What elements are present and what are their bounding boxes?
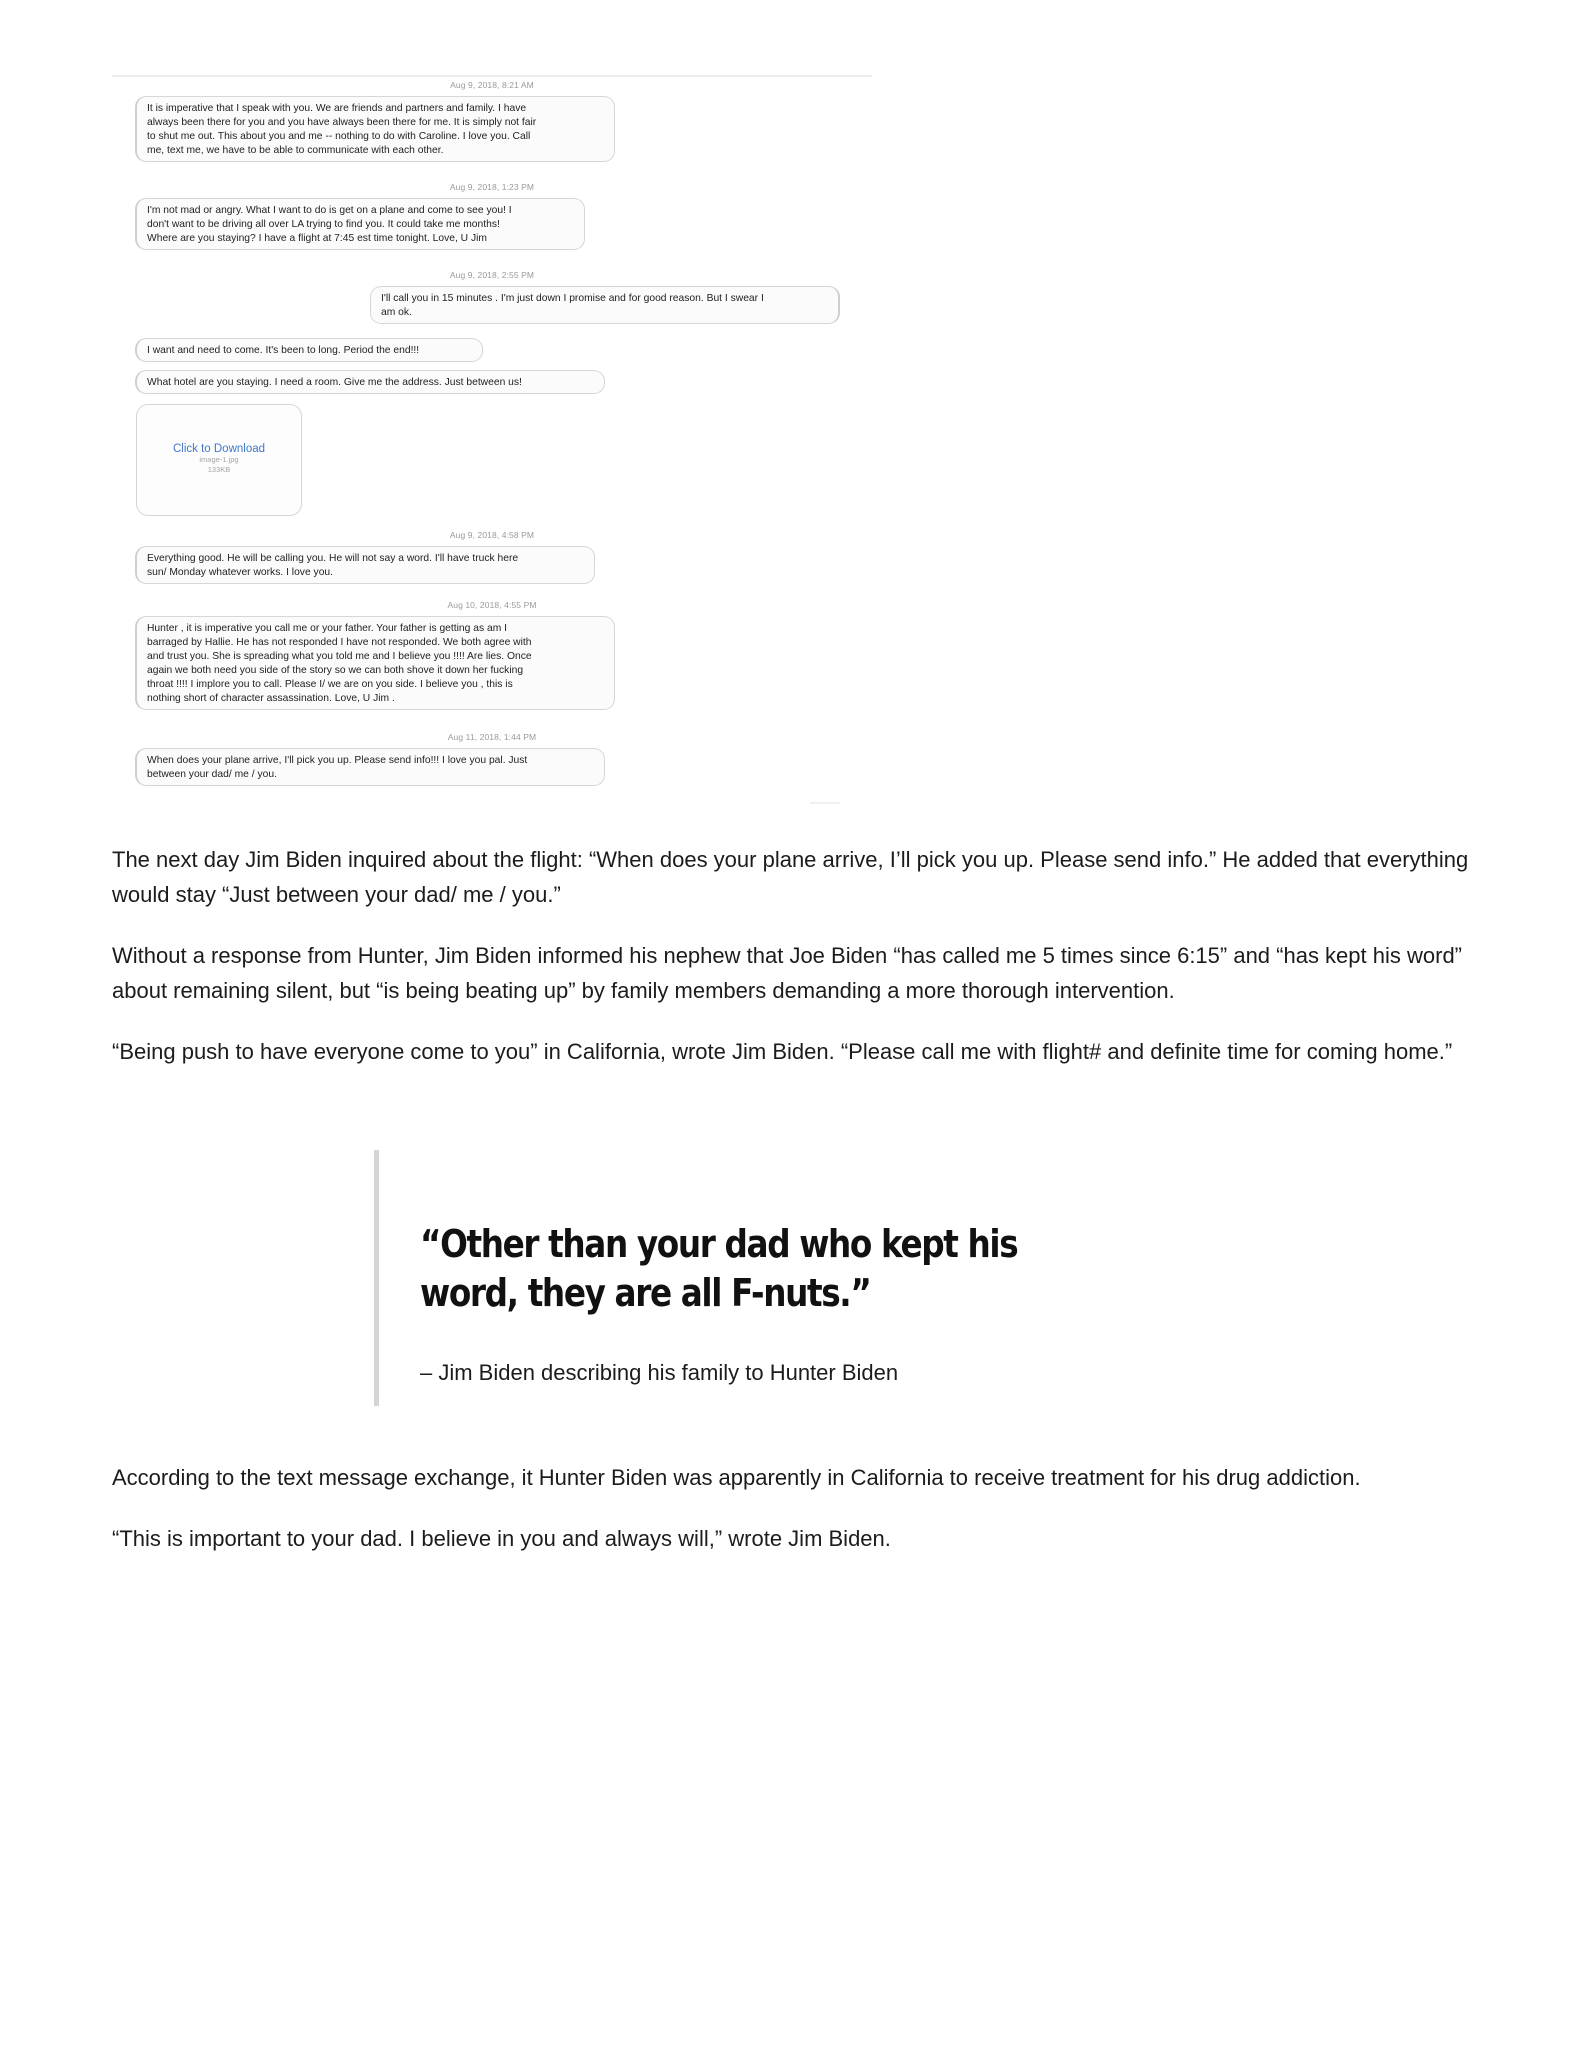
- message-bubble-incoming: It is imperative that I speak with you. We are friends and partners and family. I have always been there for you and you have always been there for me. It is simply not fair to shut me out. This about you and me -- nothing to do with Caroline. I love you. Call me, text me, we have to be able to communicate with each other.: [135, 96, 615, 162]
- text-messages-screenshot: [112, 72, 872, 806]
- message-timestamp: Aug 9, 2018, 2:55 PM: [449, 270, 535, 280]
- pull-quote-text: “Other than your dad who kept his word, they are all F-nuts.”: [420, 1222, 1018, 1315]
- image-attachment[interactable]: [136, 404, 302, 516]
- message-bubble-incoming: When does your plane arrive, I'll pick you up. Please send info!!! I love you pal. Just between your dad/ me / you.: [135, 748, 605, 786]
- message-bubble-incoming: I'm not mad or angry. What I want to do is get on a plane and come to see you! I don't want to be driving all over LA trying to find you. It could take me months! Where are you staying? I have a flight at 7:45 est time tonight. Love, U Jim: [135, 198, 585, 250]
- message-bubble-incoming: Everything good. He will be calling you. He will not say a word. I'll have truck here sun/ Monday whatever works. I love you.: [135, 546, 595, 584]
- attachment-size: 133KB: [207, 465, 231, 474]
- screenshot-edge-mark: [810, 802, 840, 804]
- article-paragraph: According to the text message exchange, it Hunter Biden was apparently in California to receive treatment for his drug addiction.: [112, 1465, 1361, 1490]
- message-timestamp: Aug 10, 2018, 4:55 PM: [447, 600, 537, 610]
- pull-quote: [374, 1150, 1239, 1406]
- message-bubble-incoming: What hotel are you staying. I need a room. Give me the address. Just between us!: [135, 370, 605, 394]
- article-paragraph: Without a response from Hunter, Jim Biden informed his nephew that Joe Biden “has called me 5 times since 6:15” and “has kept his word” about remaining silent, but “is being beating up” by family members demanding a more thorough intervention.: [112, 943, 1463, 1003]
- article-paragraph: “This is important to your dad. I believe in you and always will,” wrote Jim Biden.: [112, 1526, 891, 1551]
- pull-quote-attribution: – Jim Biden describing his family to Hunter Biden: [420, 1360, 899, 1385]
- message-bubble-incoming: Hunter , it is imperative you call me or your father. Your father is getting as am I barraged by Hallie. He has not responded I have not responded. We both agree with and trust you. She is spreading what you told me and I believe you !!!! Are lies. Once again we both need you side of the story so we can both shove it down her fucking throat !!!! I implore you to call. Please I/ we are on you side. I believe you , this is nothing short of character assassination. Love, U Jim .: [135, 616, 615, 710]
- click-to-download-link[interactable]: Click to Download: [172, 443, 266, 455]
- message-timestamp: Aug 9, 2018, 8:21 AM: [450, 80, 534, 90]
- article-paragraph: “Being push to have everyone come to you” in California, wrote Jim Biden. “Please call me with flight# and definite time for coming home.”: [112, 1039, 1453, 1064]
- message-bubble-incoming: I want and need to come. It's been to long. Period the end!!!: [135, 338, 483, 362]
- article-paragraph: The next day Jim Biden inquired about the flight: “When does your plane arrive, I’ll pick you up. Please send info.” He added that everything would stay “Just between your dad/ me / you.”: [112, 847, 1469, 907]
- message-timestamp: Aug 9, 2018, 4:58 PM: [449, 530, 535, 540]
- message-bubble-outgoing: I'll call you in 15 minutes . I'm just down I promise and for good reason. But I swear I am ok.: [370, 286, 840, 324]
- message-timestamp: Aug 11, 2018, 1:44 PM: [447, 732, 537, 742]
- screenshot-top-divider: [112, 75, 872, 77]
- attachment-filename: image-1.jpg: [199, 455, 239, 464]
- message-timestamp: Aug 9, 2018, 1:23 PM: [449, 182, 535, 192]
